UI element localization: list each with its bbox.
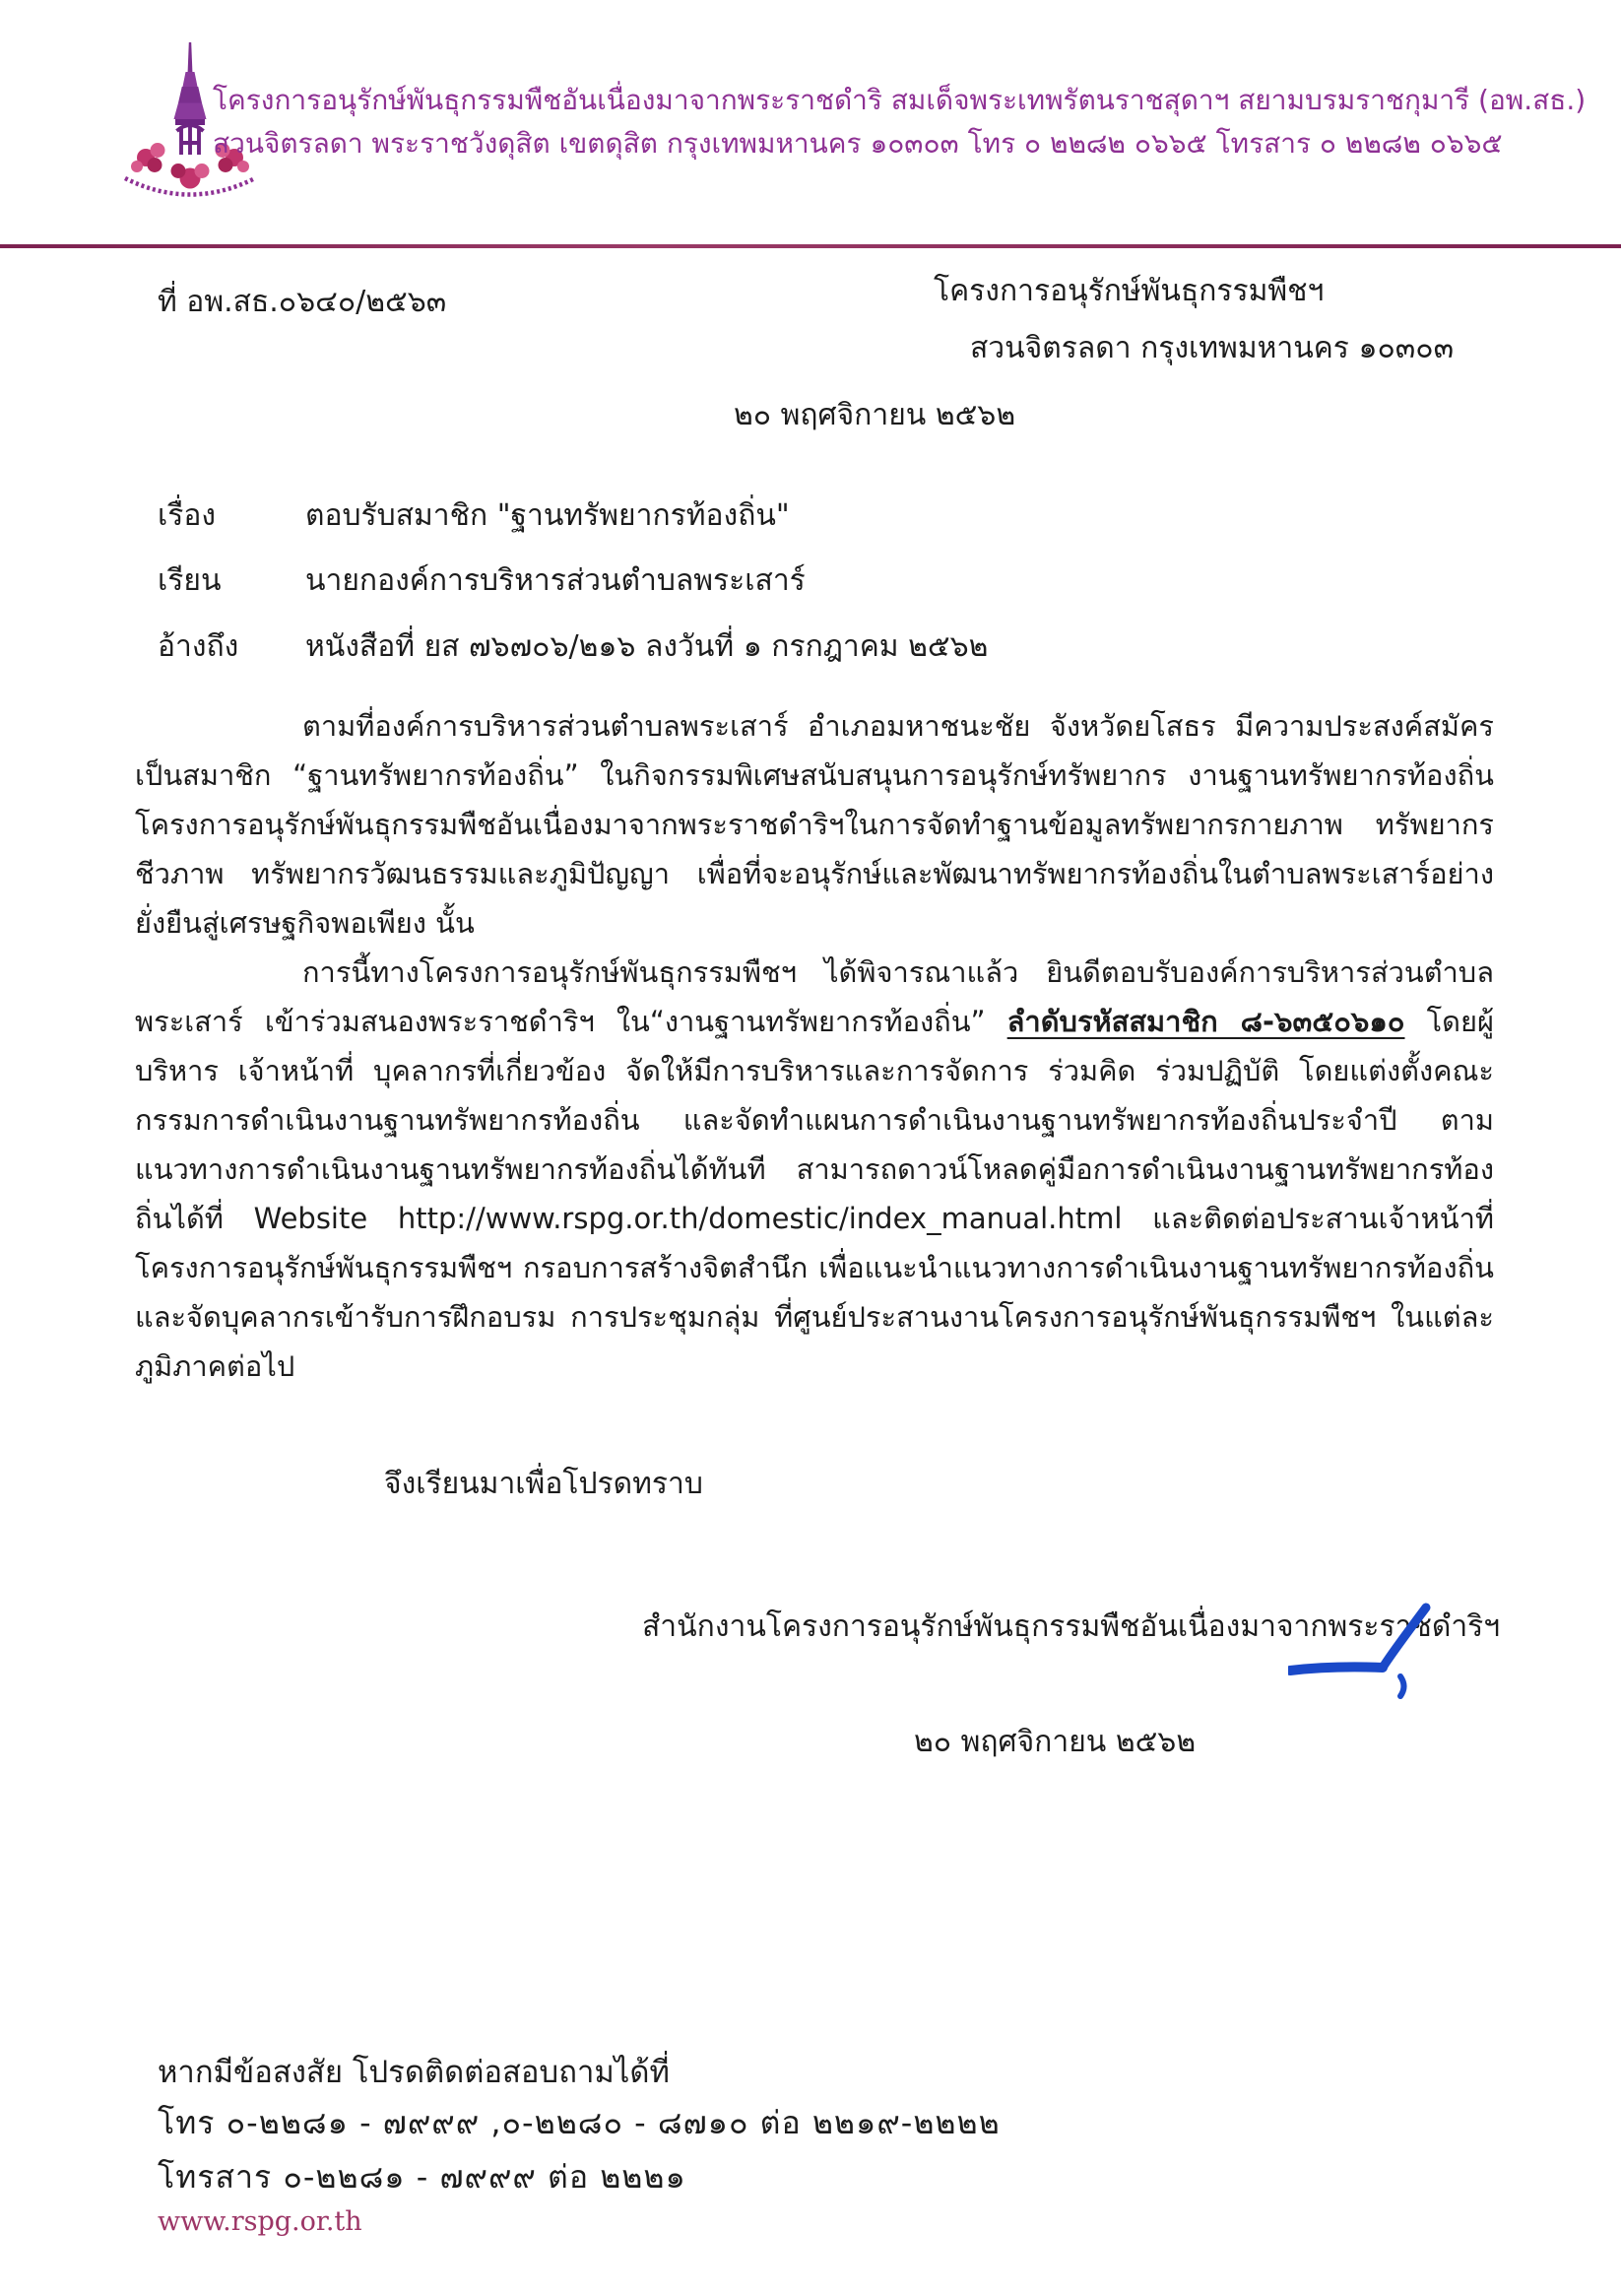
letterhead	[213, 79, 1587, 165]
body-paragraph-1: ตามที่องค์การบริหารส่วนตำบลพระเสาร์ อำเภอมหาชนะชัย จังหวัดยโสธร มีความประสงค์สมัครเป็นสมาชิก “ฐานทรัพยากรท้องถิ่น” ในกิจกรรมพิเศษสนับสนุนการอนุรักษ์ทรัพยากร งานฐานทรัพยากรท้องถิ่น โครงการอนุรักษ์พันธุกรรมพืชอันเนื่องมาจากพระราชดำริฯในการจัดทำฐานข้อมูลทรัพยากรกายภาพ ทรัพยากรชีวภาพ ทรัพยากรวัฒนธรรมและภูมิปัญญา เพื่อที่จะอนุรักษ์และพัฒนาทรัพยากรท้องถิ่นในตำบลพระเสาร์อย่างยั่งยืนสู่เศรษฐกิจพอเพียง นั้น	[135, 709, 1494, 940]
doc-number: ที่ อพ.สธ.๐๖๔๐/๒๕๖๓	[158, 285, 447, 319]
body-paragraph-2	[135, 948, 1494, 1391]
fax-line: โทรสาร ๐-๒๒๘๑ - ๗๙๙๙ ต่อ ๒๒๒๑	[158, 2158, 686, 2196]
org-address-line: สวนจิตรลดา พระราชวังดุสิต เขตดุสิต กรุงเทพมหานคร ๑๐๓๐๓ โทร ๐ ๒๒๘๒ ๐๖๖๕ โทรสาร ๐ ๒๒๘๒ ๐๖๖๕	[213, 127, 1503, 160]
reference-value: หนังสือที่ ยส ๗๖๗๐๖/๒๑๖ ลงวันที่ ๑ กรกฎาคม ๒๕๖๒	[305, 629, 989, 664]
emblem-spire-icon	[174, 42, 207, 125]
subject-label: เรื่อง	[158, 498, 217, 533]
letter-date: ๒๐ พฤศจิกายน ๒๕๖๒	[734, 398, 1016, 432]
header-divider	[0, 244, 1621, 248]
signoff-date: ๒๐ พฤศจิกายน ๒๕๖๒	[914, 1725, 1197, 1759]
website-link: www.rspg.or.th	[158, 2206, 362, 2237]
recipient-label: เรียน	[158, 563, 222, 598]
subject-value: ตอบรับสมาชิก "ฐานทรัพยากรท้องถิ่น"	[305, 498, 790, 533]
letter-body	[135, 701, 1494, 1391]
recipient-value: นายกองค์การบริหารส่วนตำบลพระเสาร์	[305, 563, 806, 598]
issuing-office-name: สำนักงานโครงการอนุรักษ์พันธุกรรมพืชอันเนื่องมาจากพระราชดำริฯ	[642, 1609, 1501, 1644]
phone-line: โทร ๐-๒๒๘๑ - ๗๙๙๙ ,๐-๒๒๘๐ - ๘๗๑๐ ต่อ ๒๒๑๙-๒๒๒๒	[158, 2104, 1001, 2141]
sender-address: สวนจิตรลดา กรุงเทพมหานคร ๑๐๓๐๓	[970, 331, 1455, 365]
emblem-monogram-icon	[177, 125, 204, 155]
contact-heading: หากมีข้อสงสัย โปรดติดต่อสอบถามได้ที่	[158, 2055, 670, 2090]
member-code: ลำดับรหัสสมาชิก ๘-๖๓๕๐๖๑๐	[1006, 1005, 1405, 1038]
closing-line: จึงเรียนมาเพื่อโปรดทราบ	[384, 1467, 703, 1501]
reference-label: อ้างถึง	[158, 629, 239, 664]
paragraph-2-text-before: การนี้ทางโครงการอนุรักษ์พันธุกรรมพืชฯ ได้พิจารณาแล้ว ยินดีตอบรับองค์การบริหารส่วนตำบลพระเสาร์ เข้าร่วมสนองพระราชดำริฯ ใน“งานฐานทรัพยากรท้องถิ่น”	[135, 955, 1494, 1038]
org-name-line: โครงการอนุรักษ์พันธุกรรมพืชอันเนื่องมาจากพระราชดำริ สมเด็จพระเทพรัตนราชสุดาฯ สยามบรมราชกุมารี (อพ.สธ.)	[213, 84, 1587, 116]
paragraph-2-text-after: โดยผู้บริหาร เจ้าหน้าที่ บุคลากรที่เกี่ยวข้อง จัดให้มีการบริหารและการจัดการ ร่วมคิด ร่วมปฏิบัติ โดยแต่งตั้งคณะกรรมการดำเนินงานฐานทรัพยากรท้องถิ่น และจัดทำแผนการดำเนินงานฐานทรัพยากรท้องถิ่นประจำปี ตามแนวทางการดำเนินงานฐานทรัพยากรท้องถิ่นได้ทันที สามารถดาวน์โหลดคู่มือการดำเนินงานฐานทรัพยากรท้องถิ่นได้ที่ Website http://www.rspg.or.th/domestic/index_manual.html และติดต่อประสานเจ้าหน้าที่โครงการอนุรักษ์พันธุกรรมพืชฯ กรอบการสร้างจิตสำนึก เพื่อแนะนำแนวทางการดำเนินงานฐานทรัพยากรท้องถิ่น และจัดบุคลากรเข้ารับการฝึกอบรม การประชุมกลุ่ม ที่ศูนย์ประสานงานโครงการอนุรักษ์พันธุกรรมพืชฯ ในแต่ละภูมิภาคต่อไป	[135, 1005, 1494, 1383]
sender-name: โครงการอนุรักษ์พันธุกรรมพืชฯ	[934, 274, 1325, 308]
signature-mark-icon	[1288, 1598, 1441, 1711]
